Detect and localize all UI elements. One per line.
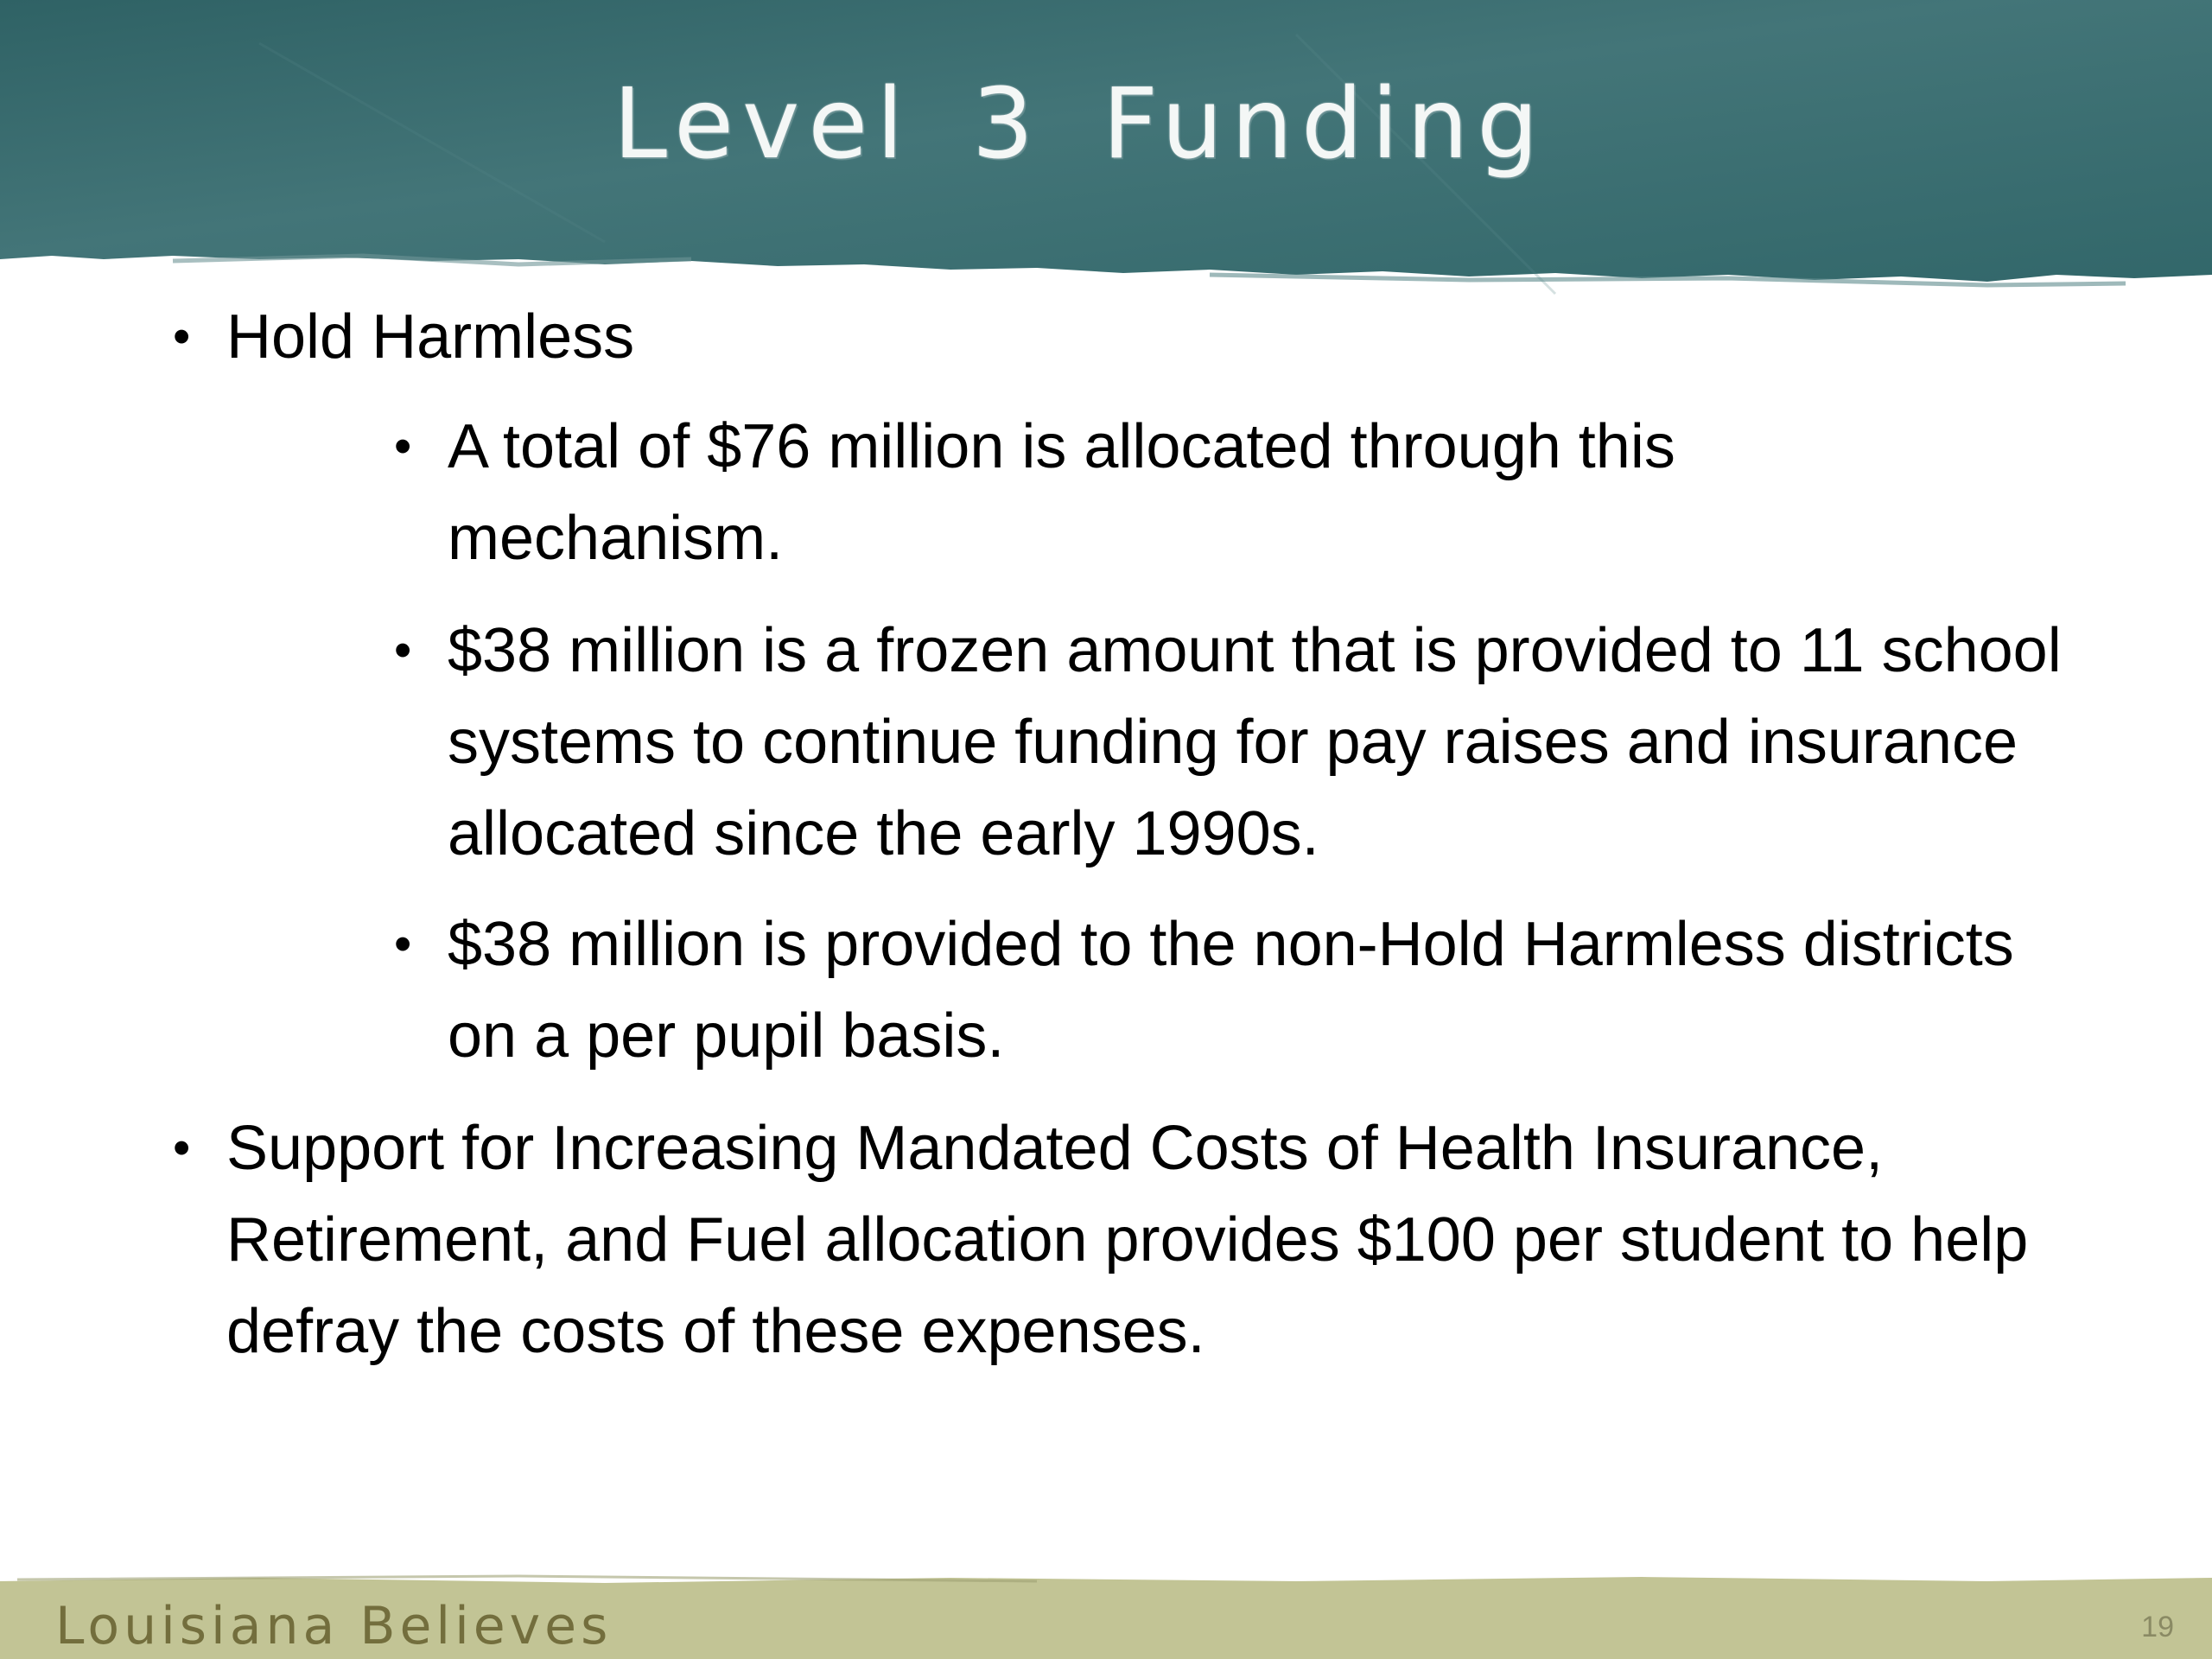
- list-item: [173, 291, 635, 383]
- page-number: 19: [2141, 1611, 2174, 1643]
- bullet-dot-icon: •: [394, 916, 412, 972]
- list-item: [394, 401, 2020, 584]
- bullet-dot-icon: •: [173, 308, 191, 365]
- bullet-text: Hold Harmless: [226, 302, 635, 372]
- bullet-text: Support for Increasing Mandated Costs of Health Insurance, Retirement, and Fuel allocation provides $100 per student to help defray the costs of these expenses.: [226, 1114, 2029, 1366]
- bullet-dot-icon: •: [394, 418, 412, 474]
- bullet-text: $38 million is provided to the non-Hold Harmless districts on a per pupil basis.: [448, 910, 2014, 1071]
- bullet-dot-icon: •: [394, 622, 412, 678]
- footer-brand: Louisiana Believes: [55, 1596, 613, 1656]
- list-item: [394, 899, 2046, 1082]
- bullet-text: A total of $76 million is allocated through this mechanism.: [448, 412, 1675, 573]
- bullet-dot-icon: •: [173, 1120, 191, 1176]
- slide-title: Level 3 Funding: [613, 68, 1548, 181]
- bullet-text: $38 million is a frozen amount that is provided to 11 school systems to continue funding for pay raises and insurance allocated since the early 1990s.: [448, 616, 2062, 868]
- list-item: [173, 1103, 2110, 1377]
- list-item: [394, 605, 2124, 880]
